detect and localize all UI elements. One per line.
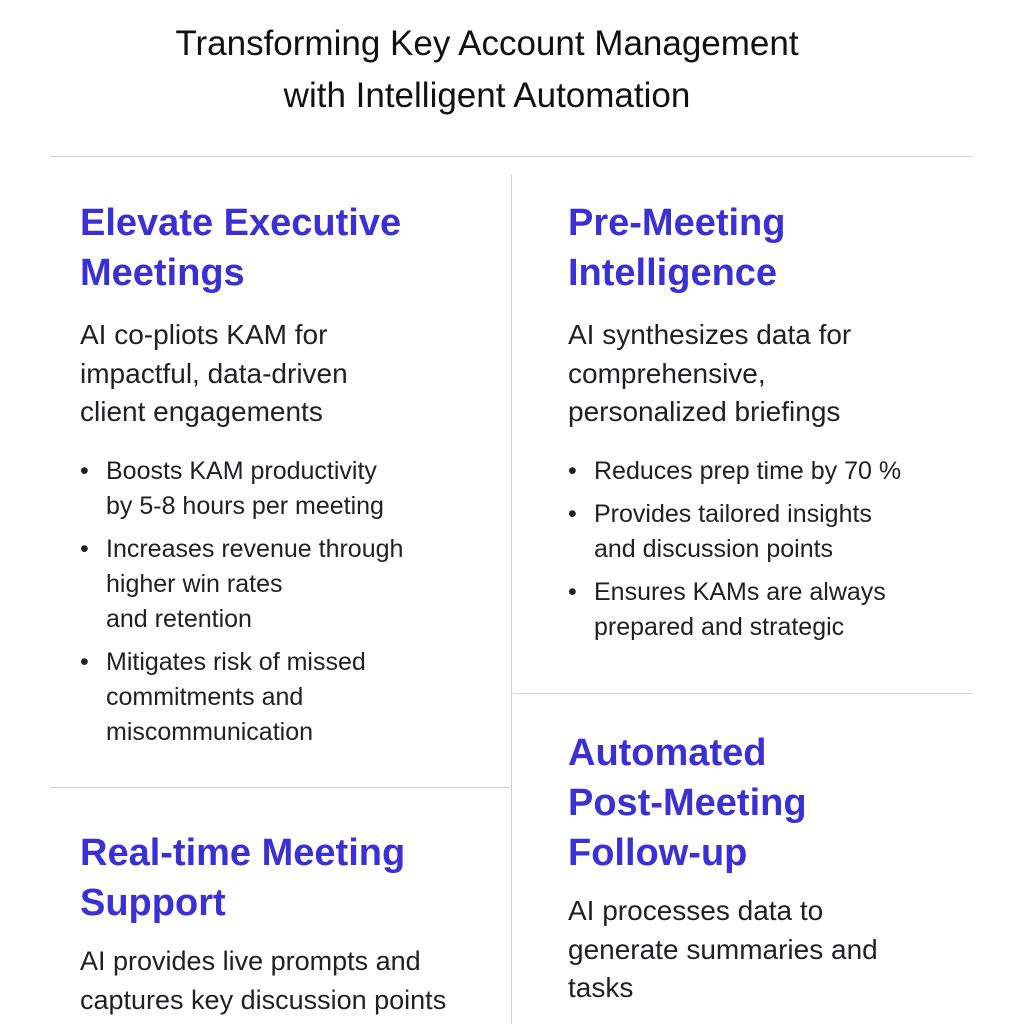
list-item-line: Ensures KAMs are always [594, 577, 886, 606]
list-item [568, 575, 988, 645]
list-item [568, 497, 988, 567]
section-heading [568, 198, 988, 298]
description-line: AI provides live prompts and [80, 946, 421, 976]
center-divider [511, 175, 512, 1024]
section-automated-post-meeting-follow-up [568, 728, 988, 1008]
section-heading [568, 728, 988, 878]
top-divider [50, 156, 972, 157]
bullet-icon: • [80, 456, 89, 485]
description-line: generate summaries and [568, 933, 878, 965]
list-item-line: Provides tailored insights [594, 499, 872, 528]
description-line: AI processes data to [568, 895, 824, 926]
section-pre-meeting-intelligence [568, 198, 988, 653]
page-title-line-2: with Intelligent Automation [283, 76, 691, 115]
section-elevate-executive-meetings [80, 198, 505, 758]
list-item-line: Boosts KAM productivity [106, 456, 377, 485]
heading-line: Meetings [80, 252, 245, 294]
heading-line: Automated [568, 732, 767, 774]
description-line: personalized briefings [568, 396, 841, 427]
description-line: impactful, data-driven [80, 357, 348, 389]
section-description [80, 942, 510, 1019]
heading-line: Post-Meeting [568, 782, 807, 824]
section-description [80, 316, 505, 432]
section-description [568, 316, 988, 432]
list-item-line: miscommunication [106, 717, 314, 746]
description-line: client engagements [80, 396, 323, 427]
list-item-line: Mitigates risk of missed [106, 647, 366, 676]
description-line: AI co-pliots KAM for [80, 319, 328, 350]
section-description [568, 892, 988, 1008]
benefit-list [80, 454, 505, 750]
heading-line: Elevate Executive [80, 202, 402, 244]
bullet-icon: • [80, 647, 89, 676]
left-section-divider [50, 787, 510, 788]
list-item [568, 454, 988, 489]
list-item-line: and retention [106, 604, 252, 633]
heading-line: Intelligence [568, 252, 778, 294]
list-item-line: commitments and [106, 682, 304, 711]
section-real-time-meeting-support [80, 828, 510, 1019]
list-item-line: Increases revenue through [106, 534, 404, 563]
heading-line: Support [80, 882, 226, 924]
right-section-divider [514, 693, 972, 694]
list-item-line: by 5-8 hours per meeting [106, 491, 384, 520]
bullet-icon: • [568, 577, 577, 606]
list-item-line: Reduces prep time by 70 % [594, 456, 902, 485]
heading-line: Pre-Meeting [568, 202, 786, 244]
bullet-icon: • [568, 456, 577, 485]
list-item-line: and discussion points [594, 534, 834, 563]
benefit-list [568, 454, 988, 645]
bullet-icon: • [568, 499, 577, 528]
description-line: tasks [568, 972, 634, 1003]
heading-line: Real-time Meeting [80, 832, 406, 874]
section-heading [80, 198, 505, 298]
heading-line: Follow-up [568, 832, 748, 874]
description-line: captures key discussion points [80, 984, 447, 1015]
list-item-line: higher win rates [106, 569, 283, 598]
list-item-line: prepared and strategic [594, 612, 845, 641]
list-item [80, 532, 505, 637]
description-line: AI synthesizes data for [568, 319, 852, 350]
bullet-icon: • [80, 534, 89, 563]
list-item [80, 454, 505, 524]
page-title [0, 18, 974, 122]
section-heading [80, 828, 510, 928]
description-line: comprehensive, [568, 357, 766, 389]
page-title-line-1: Transforming Key Account Management [175, 24, 799, 63]
list-item [80, 645, 505, 750]
